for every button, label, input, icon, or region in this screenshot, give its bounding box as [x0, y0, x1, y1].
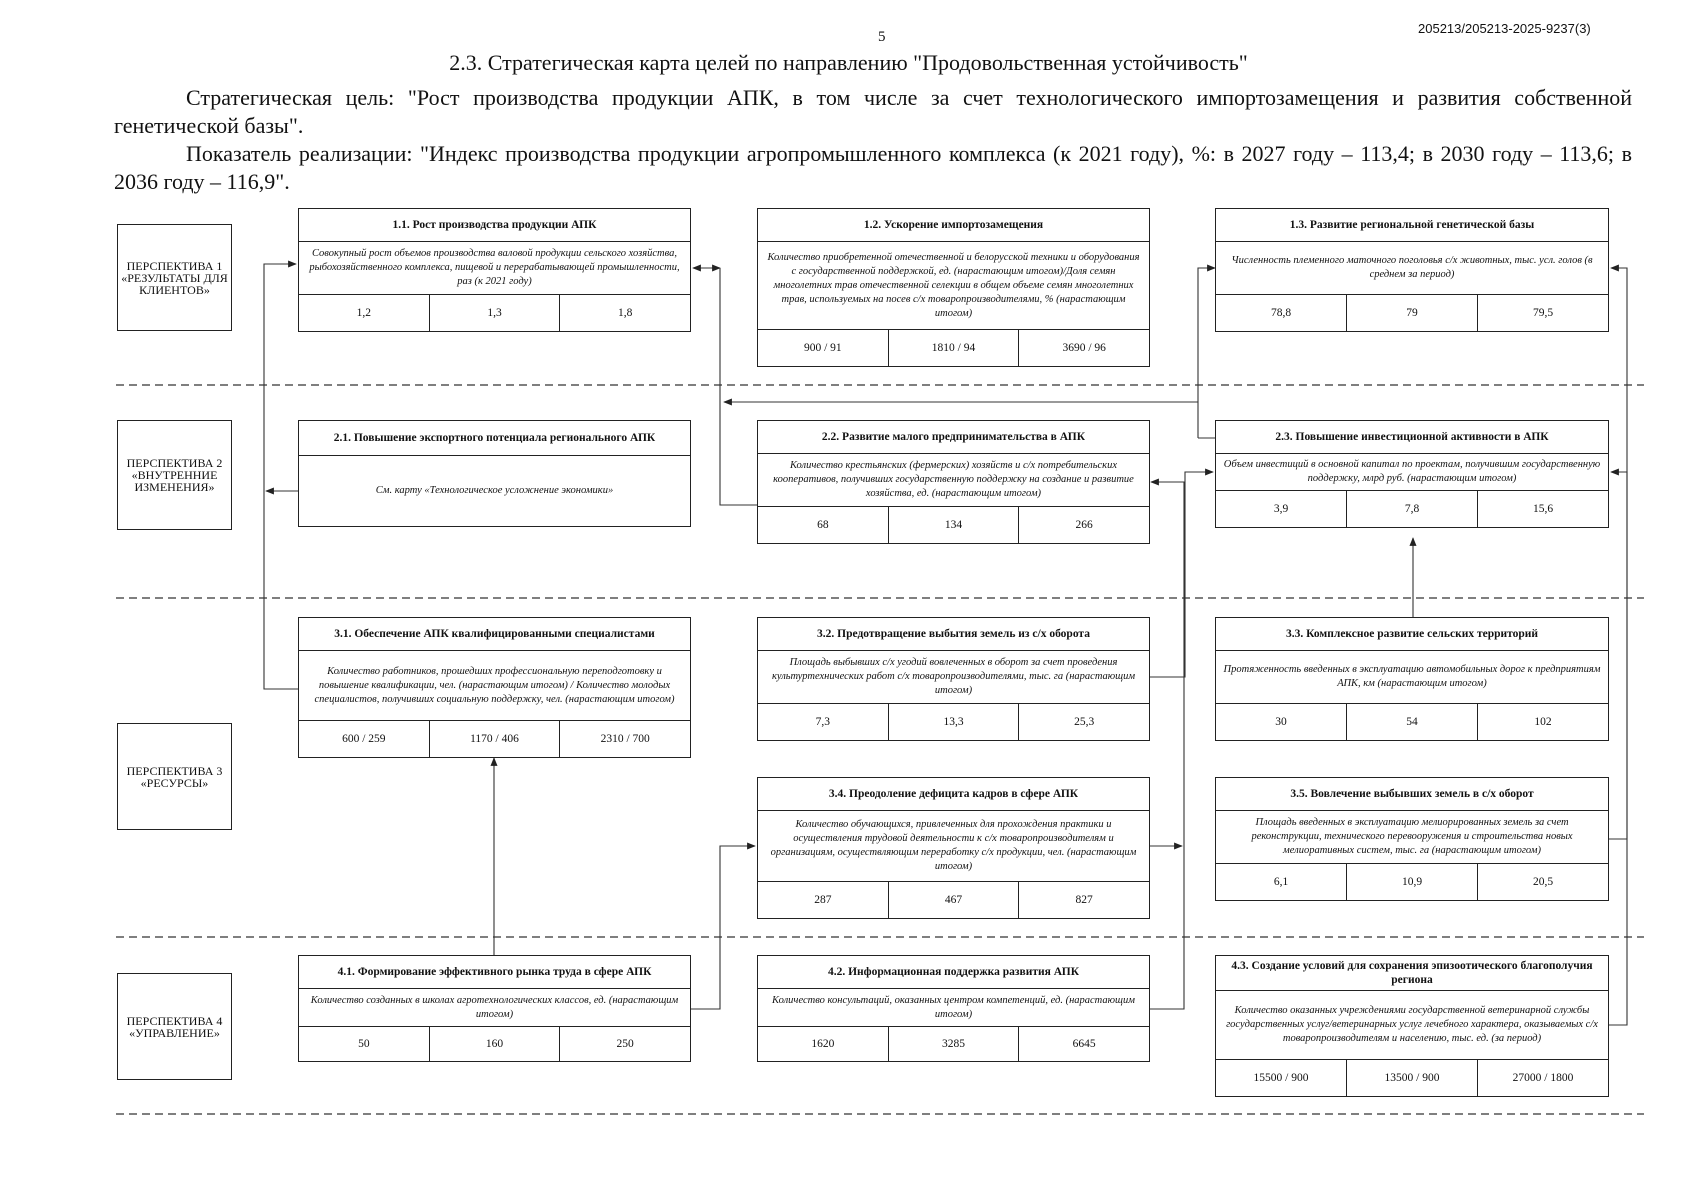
- goal-title: 3.2. Предотвращение выбытия земель из с/х оборота: [758, 618, 1149, 651]
- goal-indicator: Численность племенного маточного поголовья с/х животных, тыс. усл. голов (в среднем за период): [1231, 255, 1593, 280]
- goal-title: 3.3. Комплексное развитие сельских территорий: [1216, 618, 1608, 651]
- value-cell: 900 / 91: [803, 342, 842, 354]
- value-cell: 467: [888, 882, 1019, 918]
- value-cell: 13500 / 900: [1346, 1060, 1477, 1096]
- perspective-4-label: ПЕРСПЕКТИВА 4 «УПРАВЛЕНИЕ»: [117, 973, 232, 1080]
- goal-box-3-1: [298, 617, 691, 758]
- goal-title: 1.3. Развитие региональной генетической базы: [1216, 209, 1608, 242]
- value-cell: 7,3: [815, 716, 831, 728]
- goal-box-2-3: [1215, 420, 1609, 528]
- value-cell: 827: [1018, 882, 1149, 918]
- goal-indicator: Количество работников, прошедших профессиональную переподготовку и повышение квалификации, чел. (нарастающим итогом) / Количество молодых специалистов, получивших социальную поддержку, чел. (нарастающим итогом): [314, 665, 675, 705]
- value-cell: 3285: [888, 1027, 1019, 1061]
- goal-title: 1.2. Ускорение импортозамещения: [758, 209, 1149, 242]
- perspective-3-label: ПЕРСПЕКТИВА 3 «РЕСУРСЫ»: [117, 723, 232, 830]
- perspective-2-label: ПЕРСПЕКТИВА 2 «ВНУТРЕННИЕ ИЗМЕНЕНИЯ»: [117, 420, 232, 530]
- goal-indicator: См. карту «Технологическое усложнение экономики»: [375, 485, 614, 496]
- implementation-indicator: Показатель реализации: "Индекс производства продукции агропромышленного комплекса (к 2021 году), %: в 2027 году – 113,4; в 2030 году – 113,6; в 2036 году – 116,9".: [114, 141, 1632, 194]
- value-cell: 3,9: [1273, 503, 1289, 515]
- arrow-35-to-23: [1609, 472, 1627, 839]
- goal-indicator: Количество приобретенной отечественной и белорусской техники и оборудования с государственной поддержкой, ед. (нарастающим итогом)/Доля семян многолетних трав отечественной селекции в общем объеме семян многолетних трав, используемых на посев с/х товаропроизводителями, % (нарастающим итогом): [767, 251, 1140, 319]
- goal-title: 2.1. Повышение экспортного потенциала регионального АПК: [299, 421, 690, 456]
- goal-box-2-1: [298, 420, 691, 527]
- goal-indicator: Количество созданных в школах агротехнологических классов, ед. (нарастающим итогом): [310, 994, 679, 1020]
- goal-box-4-3: [1215, 955, 1609, 1097]
- value-cell: 15,6: [1477, 491, 1608, 527]
- arrow-43-to-13: [1609, 268, 1627, 1025]
- goal-title: 1.1. Рост производства продукции АПК: [299, 209, 690, 242]
- value-cell: 78,8: [1270, 307, 1292, 319]
- value-cell: 102: [1477, 704, 1608, 740]
- section-title: 2.3. Стратегическая карта целей по направлению "Продовольственная устойчивость": [449, 50, 1248, 75]
- value-cell: 1,2: [356, 307, 372, 319]
- value-cell: 50: [358, 1038, 370, 1050]
- value-cell: 79: [1346, 295, 1477, 331]
- goal-box-1-2: [757, 208, 1150, 367]
- value-cell: 6645: [1018, 1027, 1149, 1061]
- value-cell: 266: [1018, 507, 1149, 543]
- arrow-41-to-34: [689, 846, 755, 1009]
- value-cell: 13,3: [888, 704, 1019, 740]
- goal-indicator: Протяженность введенных в эксплуатацию автомобильных дорог к предприятиям АПК, км (нарастающим итогом): [1223, 664, 1601, 689]
- goal-title: 3.5. Вовлечение выбывших земель в с/х оборот: [1216, 778, 1608, 811]
- goal-indicator: Количество оказанных учреждениями государственной ветеринарной службы государственных услуг/ветеринарных услуг лечебного характера, оказываемых с/х товаропроизводителям и населению, тыс. ед. (за период): [1226, 1005, 1598, 1044]
- goal-title: 2.2. Развитие малого предпринимательства в АПК: [758, 421, 1149, 454]
- goal-box-3-3: [1215, 617, 1609, 741]
- value-cell: 15500 / 900: [1253, 1072, 1309, 1084]
- goal-title: 4.2. Информационная поддержка развития АПК: [758, 956, 1149, 989]
- goal-box-1-1: [298, 208, 691, 332]
- perspective-1-label: ПЕРСПЕКТИВА 1 «РЕЗУЛЬТАТЫ ДЛЯ КЛИЕНТОВ»: [117, 224, 232, 331]
- arrow-42-to-22: [1150, 482, 1184, 1009]
- goal-indicator: Совокупный рост объемов производства валовой продукции сельского хозяйства, рыбохозяйственного комплекса, пищевой и перерабатывающей промышленности, раз (к 2021 году): [309, 248, 680, 287]
- page-number: 5: [878, 29, 886, 45]
- value-cell: 250: [559, 1027, 690, 1061]
- value-cell: 25,3: [1018, 704, 1149, 740]
- goal-indicator: Количество консультаций, оказанных центром компетенций, ед. (нарастающим итогом): [772, 994, 1135, 1020]
- goal-indicator: Площадь выбывших с/х угодий вовлеченных в оборот за счет проведения культуртехнических работ с/х товаропроизводителями, тыс. га (нарастающим итогом): [771, 657, 1136, 696]
- value-cell: 287: [814, 894, 832, 906]
- value-cell: 79,5: [1477, 295, 1608, 331]
- goal-box-4-2: [757, 955, 1150, 1062]
- value-cell: 600 / 259: [342, 733, 386, 745]
- goal-box-3-5: [1215, 777, 1609, 901]
- arrow-to-13: [1198, 268, 1215, 438]
- value-cell: 6,1: [1273, 876, 1289, 888]
- value-cell: 160: [429, 1027, 560, 1061]
- value-cell: 30: [1275, 716, 1287, 728]
- goal-title: 4.3. Создание условий для сохранения эпизоотического благополучия региона: [1216, 956, 1608, 991]
- line-12-to-22: [720, 268, 757, 505]
- goal-box-3-2: [757, 617, 1150, 741]
- arrow-32-to-23: [1150, 472, 1213, 677]
- goal-indicator: Количество крестьянских (фермерских) хозяйств и с/х потребительских кооперативов, получивших государственную поддержку на создание и развитие хозяйства, ед. (нарастающим итогом): [773, 460, 1134, 499]
- goal-box-3-4: [757, 777, 1150, 919]
- goal-indicator: Объем инвестиций в основной капитал по проектам, получившим государственную поддержку, млрд руб. (нарастающим итогом): [1223, 459, 1601, 484]
- value-cell: 7,8: [1346, 491, 1477, 527]
- value-cell: 20,5: [1477, 864, 1608, 900]
- value-cell: 68: [817, 519, 829, 531]
- arrow-31-to-11: [264, 264, 298, 689]
- value-cell: 54: [1346, 704, 1477, 740]
- value-cell: 1170 / 406: [429, 721, 560, 757]
- value-cell: 1,3: [429, 295, 560, 331]
- value-cell: 1620: [811, 1038, 835, 1050]
- value-cell: 134: [888, 507, 1019, 543]
- goal-title: 3.1. Обеспечение АПК квалифицированными специалистами: [299, 618, 690, 651]
- goal-title: 2.3. Повышение инвестиционной активности в АПК: [1216, 421, 1608, 454]
- strategic-goal: Стратегическая цель: "Рост производства продукции АПК, в том числе за счет технологического импортозамещения и развития собственной генетической базы".: [114, 85, 1632, 138]
- goal-box-4-1: [298, 955, 691, 1062]
- value-cell: 1810 / 94: [888, 330, 1019, 366]
- value-cell: 2310 / 700: [559, 721, 690, 757]
- value-cell: 10,9: [1346, 864, 1477, 900]
- document-number: 205213/205213-2025-9237(3): [1418, 21, 1591, 36]
- goal-title: 4.1. Формирование эффективного рынка труда в сфере АПК: [299, 956, 690, 989]
- goal-indicator: Количество обучающихся, привлеченных для прохождения практики и осуществления трудовой деятельности к с/х товаропроизводителям и организациям, осуществляющим переработку с/х продукции, чел. (нарастающим итогом): [770, 819, 1137, 872]
- value-cell: 3690 / 96: [1018, 330, 1149, 366]
- value-cell: 27000 / 1800: [1477, 1060, 1608, 1096]
- goal-title: 3.4. Преодоление дефицита кадров в сфере АПК: [758, 778, 1149, 811]
- goal-indicator: Площадь введенных в эксплуатацию мелиорированных земель за счет реконструкции, технического перевооружения и строительства новых мелиоративных систем, тыс. га (нарастающим итогом): [1251, 817, 1573, 856]
- value-cell: 1,8: [559, 295, 690, 331]
- goal-box-2-2: [757, 420, 1150, 544]
- goal-box-1-3: [1215, 208, 1609, 332]
